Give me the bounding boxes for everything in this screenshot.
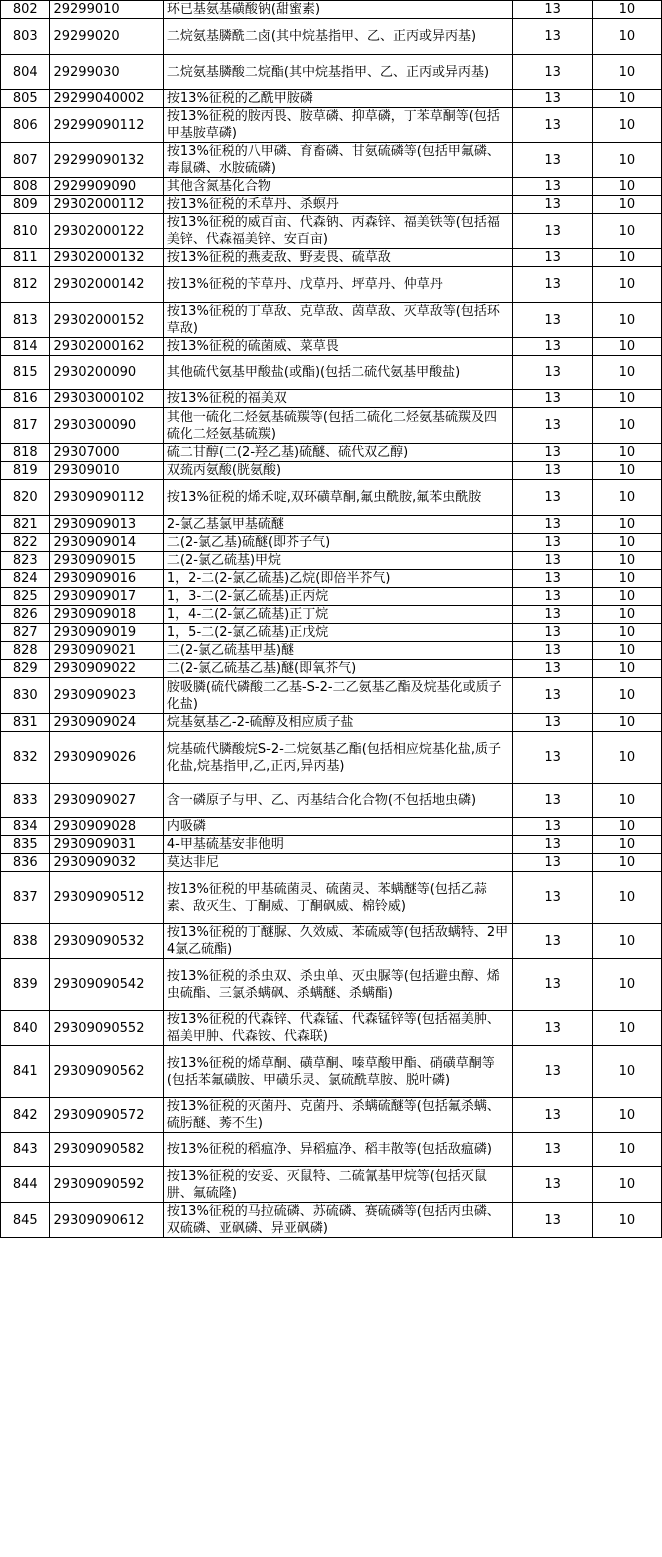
item-description: 1，5-二(2-氯乙硫基)正戊烷 <box>163 624 513 642</box>
tariff-code: 2930909024 <box>50 714 163 732</box>
table-row <box>1 303 662 338</box>
row-number: 832 <box>1 732 50 784</box>
table-row <box>1 606 662 624</box>
rate-13: 13 <box>513 196 592 214</box>
table-row <box>1 784 662 818</box>
rate-13: 13 <box>513 642 592 660</box>
table-row <box>1 516 662 534</box>
rate-13: 13 <box>513 338 592 356</box>
tariff-code: 29302000162 <box>50 338 163 356</box>
tariff-code: 2930909017 <box>50 588 163 606</box>
rate-13: 13 <box>513 854 592 872</box>
rate-10: 10 <box>592 642 661 660</box>
rate-10: 10 <box>592 606 661 624</box>
tariff-code: 29309090532 <box>50 924 163 959</box>
tariff-code: 29302000132 <box>50 249 163 267</box>
tariff-code: 2930909032 <box>50 854 163 872</box>
item-description: 烷基氨基乙-2-硫醇及相应质子盐 <box>163 714 513 732</box>
item-description: 按13%征税的乙酰甲胺磷 <box>163 90 513 108</box>
table-row <box>1 267 662 303</box>
rate-13: 13 <box>513 1 592 19</box>
item-description: 按13%征税的福美双 <box>163 390 513 408</box>
row-number: 836 <box>1 854 50 872</box>
tariff-code: 29309090112 <box>50 480 163 516</box>
rate-10: 10 <box>592 552 661 570</box>
tariff-code: 2930300090 <box>50 408 163 444</box>
item-description: 按13%征税的八甲磷、育畜磷、甘氨硫磷等(包括甲氟磷、毒鼠磷、水胺硫磷) <box>163 143 513 178</box>
rate-10: 10 <box>592 55 661 90</box>
rate-13: 13 <box>513 660 592 678</box>
row-number: 827 <box>1 624 50 642</box>
rate-10: 10 <box>592 660 661 678</box>
row-number: 806 <box>1 108 50 143</box>
rate-13: 13 <box>513 303 592 338</box>
item-description: 1，2-二(2-氯乙硫基)乙烷(即倍半芥气) <box>163 570 513 588</box>
item-description: 按13%征税的稻瘟净、异稻瘟净、稻丰散等(包括敌瘟磷) <box>163 1133 513 1167</box>
tariff-code: 2929909090 <box>50 178 163 196</box>
rate-10: 10 <box>592 303 661 338</box>
table-row <box>1 534 662 552</box>
row-number: 803 <box>1 19 50 55</box>
tariff-code: 29309090582 <box>50 1133 163 1167</box>
table-row <box>1 143 662 178</box>
row-number: 802 <box>1 1 50 19</box>
item-description: 二(2-氯乙硫基乙基)醚(即氧芥气) <box>163 660 513 678</box>
tariff-code: 2930909026 <box>50 732 163 784</box>
rate-13: 13 <box>513 714 592 732</box>
tariff-code: 29302000112 <box>50 196 163 214</box>
table-row <box>1 338 662 356</box>
row-number: 820 <box>1 480 50 516</box>
item-description: 按13%征税的灭菌丹、克菌丹、杀螨硫醚等(包括氟杀螨、硫肟醚、莠不生) <box>163 1098 513 1133</box>
tariff-code: 2930909023 <box>50 678 163 714</box>
rate-10: 10 <box>592 390 661 408</box>
rate-10: 10 <box>592 338 661 356</box>
table-row <box>1 108 662 143</box>
row-number: 809 <box>1 196 50 214</box>
table-row <box>1 55 662 90</box>
item-description: 按13%征税的甲基硫菌灵、硫菌灵、苯螨醚等(包括乙蒜素、敌灭生、丁酮威、丁酮砜威、棉铃威) <box>163 872 513 924</box>
item-description: 内吸磷 <box>163 818 513 836</box>
rate-10: 10 <box>592 732 661 784</box>
item-description: 莫达非尼 <box>163 854 513 872</box>
table-row <box>1 1098 662 1133</box>
row-number: 811 <box>1 249 50 267</box>
row-number: 841 <box>1 1046 50 1098</box>
table-row <box>1 462 662 480</box>
tariff-code: 29299030 <box>50 55 163 90</box>
rate-10: 10 <box>592 924 661 959</box>
table-row <box>1 90 662 108</box>
row-number: 812 <box>1 267 50 303</box>
row-number: 833 <box>1 784 50 818</box>
item-description: 二(2-氯乙硫基)甲烷 <box>163 552 513 570</box>
table-row <box>1 444 662 462</box>
rate-13: 13 <box>513 516 592 534</box>
rate-13: 13 <box>513 570 592 588</box>
table-row <box>1 1133 662 1167</box>
rate-13: 13 <box>513 624 592 642</box>
rate-10: 10 <box>592 462 661 480</box>
item-description: 按13%征税的杀虫双、杀虫单、灭虫脲等(包括避虫醇、烯虫硫酯、三氯杀螨砜、杀螨醚、杀螨酯) <box>163 959 513 1011</box>
tariff-code: 2930909027 <box>50 784 163 818</box>
rate-10: 10 <box>592 854 661 872</box>
tariff-code: 29299090112 <box>50 108 163 143</box>
item-description: 按13%征税的威百亩、代森钠、丙森锌、福美铁等(包括福美锌、代森福美锌、安百亩) <box>163 214 513 249</box>
rate-13: 13 <box>513 108 592 143</box>
rate-13: 13 <box>513 249 592 267</box>
rate-10: 10 <box>592 214 661 249</box>
table-row <box>1 678 662 714</box>
rate-10: 10 <box>592 1011 661 1046</box>
rate-10: 10 <box>592 1 661 19</box>
item-description: 二(2-氯乙硫基甲基)醚 <box>163 642 513 660</box>
rate-10: 10 <box>592 836 661 854</box>
rate-13: 13 <box>513 552 592 570</box>
item-description: 含一磷原子与甲、乙、丙基结合化合物(不包括地虫磷) <box>163 784 513 818</box>
item-description: 按13%征税的丁草敌、克草敌、茵草敌、灭草敌等(包括环草敌) <box>163 303 513 338</box>
rate-13: 13 <box>513 588 592 606</box>
row-number: 822 <box>1 534 50 552</box>
item-description: 1，4-二(2-氯乙硫基)正丁烷 <box>163 606 513 624</box>
table-row <box>1 356 662 390</box>
rate-13: 13 <box>513 1167 592 1203</box>
rate-13: 13 <box>513 1203 592 1238</box>
item-description: 按13%征税的安妥、灭鼠特、二硫氰基甲烷等(包括灭鼠肼、氟硫隆) <box>163 1167 513 1203</box>
tariff-code: 2930909028 <box>50 818 163 836</box>
row-number: 819 <box>1 462 50 480</box>
tariff-code: 29299020 <box>50 19 163 55</box>
rate-10: 10 <box>592 588 661 606</box>
table-row <box>1 1046 662 1098</box>
row-number: 805 <box>1 90 50 108</box>
rate-13: 13 <box>513 606 592 624</box>
row-number: 814 <box>1 338 50 356</box>
tariff-code: 29302000122 <box>50 214 163 249</box>
tariff-code: 29309090612 <box>50 1203 163 1238</box>
rate-10: 10 <box>592 108 661 143</box>
tariff-code: 29309090562 <box>50 1046 163 1098</box>
row-number: 834 <box>1 818 50 836</box>
row-number: 830 <box>1 678 50 714</box>
item-description: 胺吸膦(硫代磷酸二乙基-S-2-二乙氨基乙酯及烷基化或质子化盐) <box>163 678 513 714</box>
rate-10: 10 <box>592 624 661 642</box>
item-description: 4-甲基硫基安非他明 <box>163 836 513 854</box>
tariff-code: 2930909015 <box>50 552 163 570</box>
row-number: 844 <box>1 1167 50 1203</box>
row-number: 831 <box>1 714 50 732</box>
item-description: 按13%征税的烯草酮、磺草酮、嗪草酸甲酯、硝磺草酮等(包括苯氟磺胺、甲磺乐灵、氯硫酰草胺、脱叶磷) <box>163 1046 513 1098</box>
tariff-code: 29303000102 <box>50 390 163 408</box>
tariff-code: 2930909013 <box>50 516 163 534</box>
table-row <box>1 408 662 444</box>
rate-10: 10 <box>592 678 661 714</box>
item-description: 硫二甘醇(二(2-羟乙基)硫醚、硫代双乙醇) <box>163 444 513 462</box>
tariff-code: 2930909018 <box>50 606 163 624</box>
rate-13: 13 <box>513 356 592 390</box>
rate-13: 13 <box>513 678 592 714</box>
table-row <box>1 959 662 1011</box>
tariff-code: 2930909021 <box>50 642 163 660</box>
rate-13: 13 <box>513 959 592 1011</box>
row-number: 808 <box>1 178 50 196</box>
table-row <box>1 214 662 249</box>
tariff-code: 29299010 <box>50 1 163 19</box>
row-number: 823 <box>1 552 50 570</box>
row-number: 828 <box>1 642 50 660</box>
table-row <box>1 552 662 570</box>
item-description: 按13%征税的硫菌威、菜草畏 <box>163 338 513 356</box>
tariff-code: 29299040002 <box>50 90 163 108</box>
tariff-code: 2930909016 <box>50 570 163 588</box>
rate-10: 10 <box>592 714 661 732</box>
tariff-code: 2930909022 <box>50 660 163 678</box>
table-row <box>1 660 662 678</box>
rate-13: 13 <box>513 214 592 249</box>
table-row <box>1 196 662 214</box>
rate-10: 10 <box>592 19 661 55</box>
table-row <box>1 732 662 784</box>
tariff-code: 2930909031 <box>50 836 163 854</box>
row-number: 816 <box>1 390 50 408</box>
item-description: 其他含氮基化合物 <box>163 178 513 196</box>
rate-13: 13 <box>513 462 592 480</box>
rate-10: 10 <box>592 249 661 267</box>
rate-13: 13 <box>513 408 592 444</box>
rate-13: 13 <box>513 1046 592 1098</box>
table-row <box>1 390 662 408</box>
table-row <box>1 642 662 660</box>
row-number: 840 <box>1 1011 50 1046</box>
item-description: 双巯丙氨酸(胱氨酸) <box>163 462 513 480</box>
row-number: 824 <box>1 570 50 588</box>
rate-13: 13 <box>513 90 592 108</box>
item-description: 1，3-二(2-氯乙硫基)正丙烷 <box>163 588 513 606</box>
row-number: 845 <box>1 1203 50 1238</box>
row-number: 837 <box>1 872 50 924</box>
rate-10: 10 <box>592 1098 661 1133</box>
tariff-code: 29309010 <box>50 462 163 480</box>
tariff-code: 29302000142 <box>50 267 163 303</box>
item-description: 环已基氨基磺酸钠(甜蜜素) <box>163 1 513 19</box>
table-row <box>1 570 662 588</box>
rate-10: 10 <box>592 1167 661 1203</box>
tariff-code: 29309090542 <box>50 959 163 1011</box>
tariff-code: 2930909019 <box>50 624 163 642</box>
item-description: 烷基硫代膦酸烷S-2-二烷氨基乙酯(包括相应烷基化盐,质子化盐,烷基指甲,乙,正丙,异丙基) <box>163 732 513 784</box>
item-description: 按13%征税的马拉硫磷、苏硫磷、赛硫磷等(包括丙虫磷、双硫磷、亚砜磷、异亚砜磷) <box>163 1203 513 1238</box>
row-number: 842 <box>1 1098 50 1133</box>
rate-13: 13 <box>513 19 592 55</box>
table-row <box>1 1203 662 1238</box>
tariff-code: 2930909014 <box>50 534 163 552</box>
row-number: 826 <box>1 606 50 624</box>
row-number: 829 <box>1 660 50 678</box>
rate-13: 13 <box>513 836 592 854</box>
table-row <box>1 836 662 854</box>
rate-10: 10 <box>592 784 661 818</box>
row-number: 839 <box>1 959 50 1011</box>
tariff-code: 29309090572 <box>50 1098 163 1133</box>
row-number: 843 <box>1 1133 50 1167</box>
row-number: 835 <box>1 836 50 854</box>
rate-13: 13 <box>513 534 592 552</box>
rate-10: 10 <box>592 534 661 552</box>
tariff-code: 29302000152 <box>50 303 163 338</box>
table-body <box>1 1 662 1238</box>
item-description: 2-氯乙基氯甲基硫醚 <box>163 516 513 534</box>
table-row <box>1 178 662 196</box>
rate-13: 13 <box>513 1133 592 1167</box>
rate-13: 13 <box>513 1098 592 1133</box>
rate-13: 13 <box>513 267 592 303</box>
rate-10: 10 <box>592 570 661 588</box>
rate-10: 10 <box>592 408 661 444</box>
item-description: 二(2-氯乙基)硫醚(即芥子气) <box>163 534 513 552</box>
rate-13: 13 <box>513 178 592 196</box>
rate-10: 10 <box>592 1046 661 1098</box>
table-row <box>1 854 662 872</box>
rate-13: 13 <box>513 143 592 178</box>
item-description: 按13%征税的烯禾啶,双环磺草酮,氟虫酰胺,氟苯虫酰胺 <box>163 480 513 516</box>
rate-10: 10 <box>592 480 661 516</box>
tariff-code: 2930200090 <box>50 356 163 390</box>
rate-13: 13 <box>513 480 592 516</box>
item-description: 二烷氨基膦酸二烷酯(其中烷基指甲、乙、正丙或异丙基) <box>163 55 513 90</box>
rate-10: 10 <box>592 178 661 196</box>
row-number: 825 <box>1 588 50 606</box>
rate-10: 10 <box>592 818 661 836</box>
table-row <box>1 1167 662 1203</box>
row-number: 804 <box>1 55 50 90</box>
table-row <box>1 818 662 836</box>
rate-13: 13 <box>513 444 592 462</box>
rate-13: 13 <box>513 818 592 836</box>
tariff-code: 29309090592 <box>50 1167 163 1203</box>
rate-10: 10 <box>592 267 661 303</box>
rate-10: 10 <box>592 444 661 462</box>
item-description: 按13%征税的禾草丹、杀螟丹 <box>163 196 513 214</box>
rate-13: 13 <box>513 1011 592 1046</box>
tariff-code: 29307000 <box>50 444 163 462</box>
rate-10: 10 <box>592 872 661 924</box>
item-description: 按13%征税的代森锌、代森锰、代森锰锌等(包括福美肿、福美甲肿、代森铵、代森联) <box>163 1011 513 1046</box>
item-description: 按13%征税的胺丙畏、胺草磷、抑草磷，丁苯草酮等(包括甲基胺草磷) <box>163 108 513 143</box>
tariff-code: 29309090552 <box>50 1011 163 1046</box>
item-description: 其他一硫化二烃氨基硫羰等(包括二硫化二烃氨基硫羰及四硫化二烃氨基硫羰) <box>163 408 513 444</box>
table-row <box>1 872 662 924</box>
rate-13: 13 <box>513 390 592 408</box>
rate-13: 13 <box>513 924 592 959</box>
row-number: 810 <box>1 214 50 249</box>
row-number: 813 <box>1 303 50 338</box>
rate-10: 10 <box>592 196 661 214</box>
rate-10: 10 <box>592 1203 661 1238</box>
tariff-code: 29299090132 <box>50 143 163 178</box>
table-row <box>1 1 662 19</box>
table-row <box>1 480 662 516</box>
row-number: 807 <box>1 143 50 178</box>
table-row <box>1 714 662 732</box>
item-description: 按13%征税的丁醚脲、久效威、苯硫威等(包括敌螨特、2甲4氯乙硫酯) <box>163 924 513 959</box>
table-row <box>1 624 662 642</box>
row-number: 817 <box>1 408 50 444</box>
item-description: 按13%征税的苄草丹、戊草丹、坪草丹、仲草丹 <box>163 267 513 303</box>
rate-10: 10 <box>592 1133 661 1167</box>
row-number: 838 <box>1 924 50 959</box>
rate-10: 10 <box>592 143 661 178</box>
table-row <box>1 924 662 959</box>
item-description: 其他硫代氨基甲酸盐(或酯)(包括二硫代氨基甲酸盐) <box>163 356 513 390</box>
rate-10: 10 <box>592 90 661 108</box>
rate-10: 10 <box>592 356 661 390</box>
rate-10: 10 <box>592 516 661 534</box>
table-row <box>1 249 662 267</box>
rate-13: 13 <box>513 55 592 90</box>
rate-10: 10 <box>592 959 661 1011</box>
row-number: 815 <box>1 356 50 390</box>
rate-13: 13 <box>513 872 592 924</box>
table-row <box>1 588 662 606</box>
item-description: 二烷氨基膦酰二卤(其中烷基指甲、乙、正丙或异丙基) <box>163 19 513 55</box>
item-description: 按13%征税的燕麦敌、野麦畏、硫草敌 <box>163 249 513 267</box>
row-number: 821 <box>1 516 50 534</box>
rate-13: 13 <box>513 732 592 784</box>
tariff-code: 29309090512 <box>50 872 163 924</box>
row-number: 818 <box>1 444 50 462</box>
rate-13: 13 <box>513 784 592 818</box>
table-row <box>1 19 662 55</box>
table-row <box>1 1011 662 1046</box>
